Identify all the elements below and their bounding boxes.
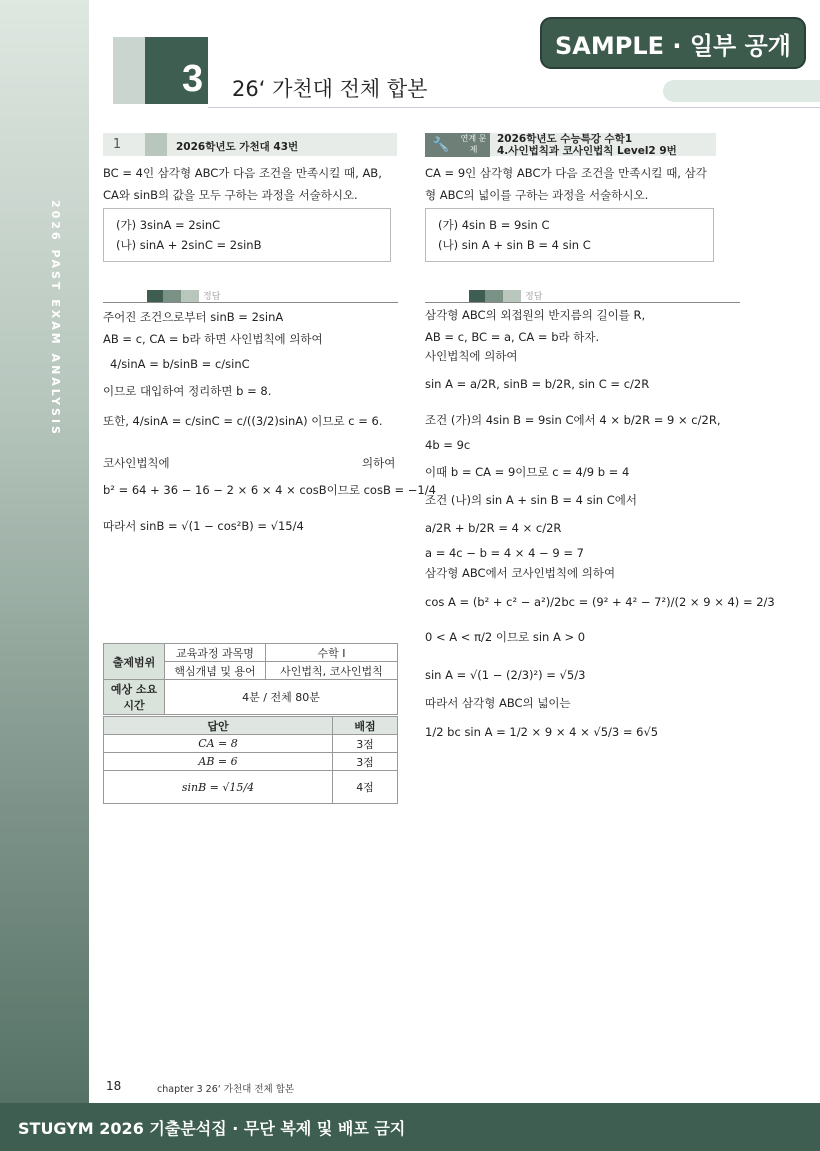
linked-solution-9: a/2R + b/2R = 4 × c/2R [425, 521, 562, 535]
solution-line-6b: 의하여 [362, 456, 396, 470]
decorative-pill [663, 80, 820, 102]
time-value: 4분 / 전체 80분 [165, 680, 398, 715]
solution-line-1: 주어진 조건으로부터 sinB = 2sinA [103, 310, 284, 324]
footer-banner [0, 1103, 820, 1151]
header-rule [208, 107, 820, 108]
linked-solution-16: 1/2 bc sin A = 1/2 × 9 × 4 × √5/3 = 6√5 [425, 725, 659, 739]
answer-label: 정답 [203, 292, 221, 302]
solution-line-4: 이므로 대입하여 정리하면 b = 8. [103, 384, 272, 398]
link-label: 연계 문제 [457, 133, 490, 157]
score-row-1: 3점 [333, 735, 398, 753]
footer-banner-text: STUGYM 2026 기출분석집 · 무단 복제 및 배포 금지 [18, 1118, 406, 1138]
question-marker [145, 133, 167, 156]
linked-source-line-2: 4.사인법칙과 코사인법칙 Level2 9번 [497, 145, 677, 157]
sample-badge: SAMPLE · 일부 공개 [540, 17, 806, 69]
linked-answer-divider [425, 288, 740, 303]
linked-solution-4: sin A = a/2R, sinB = b/2R, sin C = c/2R [425, 377, 650, 391]
time-label: 예상 소요 시간 [104, 680, 165, 715]
answer-row-3: sinB = √15/4 [104, 771, 333, 804]
condition-a: (가) 3sinA = 2sinC [116, 218, 221, 232]
solution-line-7: b² = 64 + 36 − 16 − 2 × 6 × 4 × cosB이므로 cosB = −1/4 [103, 483, 436, 497]
linked-solution-10: a = 4c − b = 4 × 4 − 9 = 7 [425, 546, 584, 560]
linked-solution-15: 따라서 삼각형 ABC의 넓이는 [425, 696, 571, 710]
answer-divider [103, 288, 398, 303]
chapter-title: 26‘ 가천대 전체 합본 [232, 77, 428, 101]
solution-line-8: 따라서 sinB = √(1 − cos²B) = √15/4 [103, 519, 304, 533]
linked-solution-8: 조건 (나)의 sin A + sin B = 4 sin C에서 [425, 493, 637, 507]
wrench-icon: 🔧 [425, 133, 457, 157]
solution-line-6: 코사인법칙에 [103, 456, 170, 470]
condition-b: (나) sinA + 2sinC = 2sinB [116, 238, 262, 252]
linked-solution-7: 이때 b = CA = 9이므로 c = 4/9 b = 4 [425, 465, 630, 479]
linked-source [497, 133, 677, 157]
course-value: 수학 I [266, 644, 398, 662]
chapter-accent [113, 37, 147, 104]
linked-answer-label: 정답 [525, 292, 543, 302]
linked-solution-14: sin A = √(1 − (2/3)²) = √5/3 [425, 668, 586, 682]
left-sidebar [0, 0, 89, 1151]
linked-condition-a: (가) 4sin B = 9sin C [438, 218, 550, 232]
linked-solution-2: AB = c, BC = a, CA = b라 하자. [425, 330, 600, 344]
answer-row-2: AB = 6 [104, 753, 333, 771]
page-number: 18 [106, 1079, 122, 1093]
score-header: 배점 [333, 717, 398, 735]
linked-solution-11: 삼각형 ABC에서 코사인법칙에 의하여 [425, 566, 616, 580]
course-label: 교육과정 과목명 [165, 644, 266, 662]
solution-line-2: AB = c, CA = b라 하면 사인법칙에 의하여 [103, 332, 323, 346]
concept-value: 사인법칙, 코사인법칙 [266, 662, 398, 680]
chapter-number: 3 [182, 58, 204, 100]
concept-label: 핵심개념 및 용어 [165, 662, 266, 680]
linked-solution-12: cos A = (b² + c² − a²)/2bc = (9² + 4² − 7²)/(2 × 9 × 4) = 2/3 [425, 595, 775, 609]
linked-question-line-2: 형 ABC의 넓이를 구하는 과정을 서술하시오. [425, 188, 649, 202]
score-row-3: 4점 [333, 771, 398, 804]
question-source: 2026학년도 가천대 43번 [176, 141, 299, 153]
score-row-2: 3점 [333, 753, 398, 771]
linked-condition-b: (나) sin A + sin B = 4 sin C [438, 238, 591, 252]
conditions-box [103, 208, 391, 262]
linked-conditions-box [425, 208, 714, 262]
solution-line-3: 4/sinA = b/sinB = c/sinC [110, 357, 250, 371]
linked-solution-5: 조건 (가)의 4sin B = 9sin C에서 4 × b/2R = 9 × c/2R, [425, 413, 721, 427]
scope-label: 출제범위 [104, 644, 165, 680]
solution-line-5: 또한, 4/sinA = c/sinC = c/((3/2)sinA) 이므로 c = 6. [103, 414, 383, 428]
meta-table [103, 643, 398, 715]
answer-row-1: CA = 8 [104, 735, 333, 753]
question-number: 1 [103, 133, 131, 156]
linked-solution-6: 4b = 9c [425, 438, 471, 452]
question-line-2: CA와 sinB의 값을 모두 구하는 과정을 서술하시오. [103, 188, 358, 202]
linked-solution-3: 사인법칙에 의하여 [425, 349, 518, 363]
linked-solution-13: 0 < A < π/2 이므로 sin A > 0 [425, 630, 586, 644]
linked-solution-1: 삼각형 ABC의 외접원의 반지름의 길이를 R, [425, 308, 646, 322]
linked-source-line-1: 2026학년도 수능특강 수학1 [497, 133, 633, 145]
question-line-1: BC = 4인 삼각형 ABC가 다음 조건을 만족시킬 때, AB, [103, 166, 382, 180]
answer-header: 답안 [104, 717, 333, 735]
score-table [103, 716, 398, 804]
sidebar-vertical-text: 2026 PAST EXAM ANALYSIS [49, 200, 62, 437]
footer-chapter-text: chapter 3 26‘ 가천대 전체 합본 [157, 1084, 295, 1095]
linked-question-line-1: CA = 9인 삼각형 ABC가 다음 조건을 만족시킬 때, 삼각 [425, 166, 707, 180]
